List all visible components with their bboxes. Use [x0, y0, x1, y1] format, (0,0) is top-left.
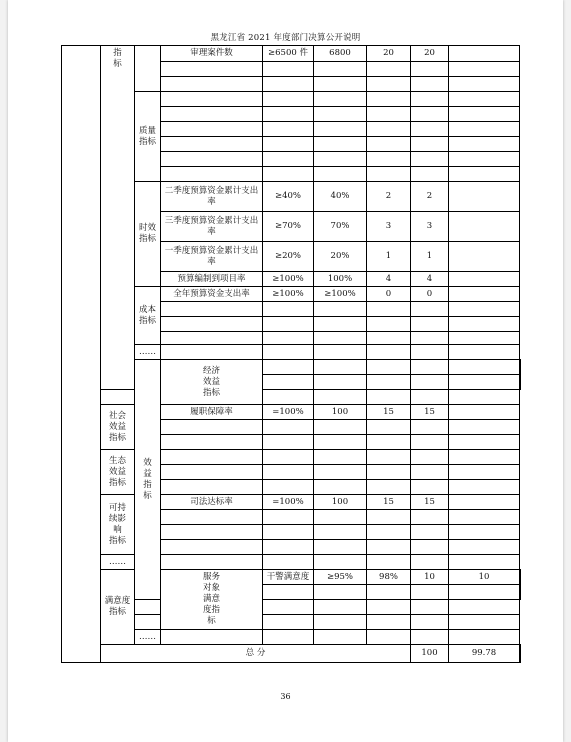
empty-cell — [367, 420, 411, 435]
indicator-cell: 预算编制到项目率 — [161, 272, 263, 287]
empty-cell — [411, 77, 449, 92]
actual-cell: 100 — [314, 495, 367, 510]
empty-cell — [263, 152, 314, 167]
empty-cell — [314, 540, 367, 555]
indicator-cell: 履职保障率 — [161, 405, 263, 420]
empty-cell — [449, 122, 520, 137]
empty-cell — [411, 585, 449, 600]
note-cell — [449, 242, 520, 272]
ellipsis-cell: …… — [101, 555, 135, 570]
empty-cell — [411, 167, 449, 182]
empty-cell — [367, 137, 411, 152]
empty-cell — [161, 167, 263, 182]
cost-indicator-label: 成本 指标 — [135, 287, 161, 345]
empty-cell — [161, 62, 263, 77]
empty-cell — [367, 525, 411, 540]
empty-cell — [367, 345, 411, 360]
score-cell: 15 — [411, 495, 449, 510]
empty-cell — [449, 360, 520, 375]
empty-cell — [520, 585, 521, 600]
empty-cell — [263, 420, 314, 435]
total-label: 总 分 — [101, 645, 411, 663]
empty-cell — [314, 450, 367, 465]
indicator-cell: 审理案件数 — [161, 46, 263, 62]
empty-cell — [367, 435, 411, 450]
score-cell: 2 — [411, 182, 449, 212]
actual-cell: 20% — [314, 242, 367, 272]
total-row — [62, 645, 521, 663]
empty-cell — [411, 615, 449, 630]
empty-cell — [101, 390, 135, 405]
weight-cell: 20 — [367, 46, 411, 62]
empty-cell — [367, 317, 411, 332]
empty-cell — [263, 390, 314, 405]
quality-indicator-label: 质量 指标 — [135, 92, 161, 182]
table-row — [62, 555, 521, 570]
score-cell: 4 — [411, 272, 449, 287]
indicator-cell: 司法达标率 — [161, 495, 263, 510]
empty-cell — [367, 332, 411, 345]
empty-cell — [411, 525, 449, 540]
empty-cell — [263, 77, 314, 92]
empty-cell — [263, 585, 314, 600]
table-row — [62, 390, 521, 405]
empty-cell — [411, 480, 449, 495]
empty-cell — [449, 375, 520, 390]
table-row — [62, 570, 521, 585]
actual-cell: 6800 — [314, 46, 367, 62]
empty-cell — [367, 540, 411, 555]
target-cell: ≥100% — [263, 272, 314, 287]
empty-cell — [449, 107, 520, 122]
benefit-indicator-label: 效 益 指 标 — [135, 360, 161, 600]
empty-cell — [161, 302, 263, 317]
empty-cell — [411, 600, 449, 615]
note-cell — [449, 212, 520, 242]
empty-cell — [411, 122, 449, 137]
weight-cell: 2 — [367, 182, 411, 212]
empty-cell — [161, 630, 263, 645]
table-row — [62, 46, 521, 62]
empty-cell — [135, 615, 161, 630]
empty-cell — [449, 435, 520, 450]
empty-cell — [135, 600, 161, 615]
score-cell: 20 — [411, 46, 449, 62]
empty-cell — [161, 555, 263, 570]
empty-cell — [314, 525, 367, 540]
empty-cell — [411, 540, 449, 555]
empty-cell — [314, 77, 367, 92]
target-cell: ≥100% — [263, 287, 314, 302]
target-cell: ≥70% — [263, 212, 314, 242]
note-cell — [449, 405, 520, 420]
empty-cell — [263, 540, 314, 555]
empty-cell — [263, 332, 314, 345]
empty-cell — [161, 435, 263, 450]
empty-cell — [161, 420, 263, 435]
service-satisfaction-label: 服务 对象 满意 度指 标 — [161, 570, 263, 630]
empty-cell — [411, 375, 449, 390]
empty-cell — [314, 600, 367, 615]
empty-cell — [449, 480, 520, 495]
empty-cell — [449, 77, 520, 92]
empty-cell — [449, 332, 520, 345]
level1-empty-cell — [62, 46, 101, 663]
note-cell — [520, 570, 521, 585]
empty-cell — [367, 152, 411, 167]
empty-cell — [263, 107, 314, 122]
weight-cell: 3 — [367, 212, 411, 242]
empty-cell — [449, 525, 520, 540]
actual-cell: 98% — [367, 570, 411, 585]
empty-cell — [449, 152, 520, 167]
note-cell — [449, 46, 520, 62]
weight-cell: 15 — [367, 495, 411, 510]
empty-cell — [367, 630, 411, 645]
note-cell — [449, 182, 520, 212]
ecological-benefit-label: 生态 效益 指标 — [101, 450, 135, 495]
empty-cell — [314, 107, 367, 122]
satisfaction-indicator-label: 满意度 指标 — [101, 570, 135, 645]
empty-cell — [520, 360, 521, 375]
empty-cell — [263, 167, 314, 182]
empty-cell — [411, 420, 449, 435]
empty-cell — [449, 615, 520, 630]
table-row — [62, 495, 521, 510]
empty-cell — [367, 302, 411, 317]
empty-cell — [161, 480, 263, 495]
empty-cell — [161, 450, 263, 465]
empty-cell — [314, 510, 367, 525]
target-cell: ≥95% — [314, 570, 367, 585]
empty-cell — [263, 317, 314, 332]
weight-cell: 0 — [367, 287, 411, 302]
empty-cell — [314, 480, 367, 495]
empty-cell — [411, 302, 449, 317]
output-indicator-label: 指 标 — [101, 46, 135, 390]
empty-cell — [263, 302, 314, 317]
empty-cell — [449, 555, 520, 570]
empty-cell — [314, 317, 367, 332]
empty-cell — [449, 630, 520, 645]
empty-cell — [263, 465, 314, 480]
actual-cell: ≥100% — [314, 287, 367, 302]
empty-cell — [263, 630, 314, 645]
empty-cell — [449, 345, 520, 360]
empty-cell — [367, 167, 411, 182]
social-benefit-label: 社会 效益 指标 — [101, 405, 135, 450]
empty-cell — [367, 615, 411, 630]
indicator-cell: 三季度预算资金累计支出率 — [161, 212, 263, 242]
empty-cell — [367, 555, 411, 570]
empty-cell — [449, 600, 520, 615]
empty-cell — [263, 600, 314, 615]
empty-cell — [411, 62, 449, 77]
target-cell: ≥40% — [263, 182, 314, 212]
actual-cell: 70% — [314, 212, 367, 242]
ellipsis-cell: …… — [135, 630, 161, 645]
total-weight: 100 — [411, 645, 449, 663]
target-cell: =100% — [263, 495, 314, 510]
empty-cell — [161, 540, 263, 555]
empty-cell — [263, 615, 314, 630]
weight-cell: 15 — [367, 405, 411, 420]
empty-cell — [520, 375, 521, 390]
empty-cell — [411, 555, 449, 570]
empty-cell — [411, 465, 449, 480]
empty-cell — [161, 525, 263, 540]
empty-cell — [367, 107, 411, 122]
empty-cell — [161, 332, 263, 345]
empty-cell — [263, 480, 314, 495]
empty-cell — [161, 510, 263, 525]
performance-table — [61, 45, 521, 663]
empty-cell — [367, 510, 411, 525]
empty-cell — [263, 525, 314, 540]
empty-cell — [411, 317, 449, 332]
empty-cell — [449, 137, 520, 152]
empty-cell — [314, 137, 367, 152]
empty-cell — [449, 302, 520, 317]
empty-cell — [263, 510, 314, 525]
score-cell: 10 — [449, 570, 520, 585]
empty-cell — [263, 122, 314, 137]
page-header: 黑龙江省 2021 年度部门决算公开说明 — [210, 33, 361, 43]
empty-cell — [161, 345, 263, 360]
empty-cell — [367, 450, 411, 465]
timeliness-indicator-label: 时效 指标 — [135, 182, 161, 287]
empty-cell — [314, 555, 367, 570]
empty-cell — [314, 345, 367, 360]
empty-cell — [314, 465, 367, 480]
empty-cell — [161, 77, 263, 92]
empty-cell — [411, 450, 449, 465]
empty-cell — [314, 375, 367, 390]
total-score: 99.78 — [449, 645, 520, 663]
empty-cell — [449, 92, 520, 107]
economic-benefit-label: 经济 效益 指标 — [161, 360, 263, 405]
note-cell — [520, 645, 521, 663]
score-cell: 15 — [411, 405, 449, 420]
empty-cell — [314, 360, 367, 375]
empty-cell — [367, 585, 411, 600]
empty-cell — [263, 435, 314, 450]
empty-cell — [411, 345, 449, 360]
empty-cell — [161, 122, 263, 137]
empty-cell — [367, 375, 411, 390]
empty-cell — [263, 137, 314, 152]
note-cell — [449, 287, 520, 302]
ellipsis-cell: …… — [135, 345, 161, 360]
indicator-cell: 全年预算资金支出率 — [161, 287, 263, 302]
weight-cell: 1 — [367, 242, 411, 272]
empty-cell — [449, 420, 520, 435]
empty-cell — [314, 435, 367, 450]
target-cell: ≥6500 件 — [263, 46, 314, 62]
empty-cell — [314, 167, 367, 182]
target-cell: =100% — [263, 405, 314, 420]
table-row — [62, 405, 521, 420]
empty-cell — [411, 360, 449, 375]
empty-cell — [161, 152, 263, 167]
empty-cell — [314, 152, 367, 167]
target-cell: ≥20% — [263, 242, 314, 272]
empty-cell — [161, 137, 263, 152]
empty-cell — [367, 92, 411, 107]
empty-cell — [411, 107, 449, 122]
empty-cell — [411, 435, 449, 450]
sustainable-impact-label: 可持 续影 响 指标 — [101, 495, 135, 555]
empty-cell — [314, 615, 367, 630]
empty-cell — [161, 317, 263, 332]
score-cell: 0 — [411, 287, 449, 302]
empty-cell — [263, 62, 314, 77]
empty-cell — [314, 332, 367, 345]
indicator-cell: 二季度预算资金累计支出率 — [161, 182, 263, 212]
indicator-cell: 干警满意度 — [263, 570, 314, 585]
empty-cell — [263, 555, 314, 570]
empty-cell — [411, 332, 449, 345]
empty-cell — [367, 122, 411, 137]
empty-cell — [449, 317, 520, 332]
empty-cell — [449, 585, 520, 600]
empty-cell — [367, 465, 411, 480]
empty-cell — [411, 630, 449, 645]
empty-cell — [367, 360, 411, 375]
actual-cell: 100 — [314, 405, 367, 420]
page-number: 36 — [280, 692, 291, 701]
quantity-label-cell — [135, 46, 161, 92]
empty-cell — [263, 92, 314, 107]
weight-cell: 4 — [367, 272, 411, 287]
empty-cell — [314, 420, 367, 435]
empty-cell — [411, 137, 449, 152]
empty-cell — [161, 107, 263, 122]
empty-cell — [161, 92, 263, 107]
empty-cell — [314, 92, 367, 107]
empty-cell — [263, 375, 314, 390]
empty-cell — [314, 122, 367, 137]
empty-cell — [449, 390, 520, 405]
empty-cell — [449, 62, 520, 77]
table-row — [62, 450, 521, 465]
empty-cell — [263, 345, 314, 360]
empty-cell — [367, 600, 411, 615]
empty-cell — [449, 465, 520, 480]
empty-cell — [367, 390, 411, 405]
empty-cell — [314, 62, 367, 77]
empty-cell — [411, 92, 449, 107]
empty-cell — [411, 152, 449, 167]
empty-cell — [314, 302, 367, 317]
note-cell — [449, 272, 520, 287]
empty-cell — [314, 585, 367, 600]
empty-cell — [411, 390, 449, 405]
empty-cell — [449, 510, 520, 525]
empty-cell — [314, 390, 367, 405]
empty-cell — [367, 480, 411, 495]
score-cell: 3 — [411, 212, 449, 242]
empty-cell — [411, 510, 449, 525]
actual-cell: 100% — [314, 272, 367, 287]
empty-cell — [263, 360, 314, 375]
score-cell: 1 — [411, 242, 449, 272]
empty-cell — [161, 465, 263, 480]
empty-cell — [449, 167, 520, 182]
empty-cell — [367, 62, 411, 77]
empty-cell — [263, 450, 314, 465]
note-cell — [449, 495, 520, 510]
empty-cell — [367, 77, 411, 92]
empty-cell — [314, 630, 367, 645]
empty-cell — [449, 450, 520, 465]
indicator-cell: 一季度预算资金累计支出率 — [161, 242, 263, 272]
table-body — [62, 46, 521, 663]
weight-cell: 10 — [411, 570, 449, 585]
empty-cell — [449, 540, 520, 555]
actual-cell: 40% — [314, 182, 367, 212]
